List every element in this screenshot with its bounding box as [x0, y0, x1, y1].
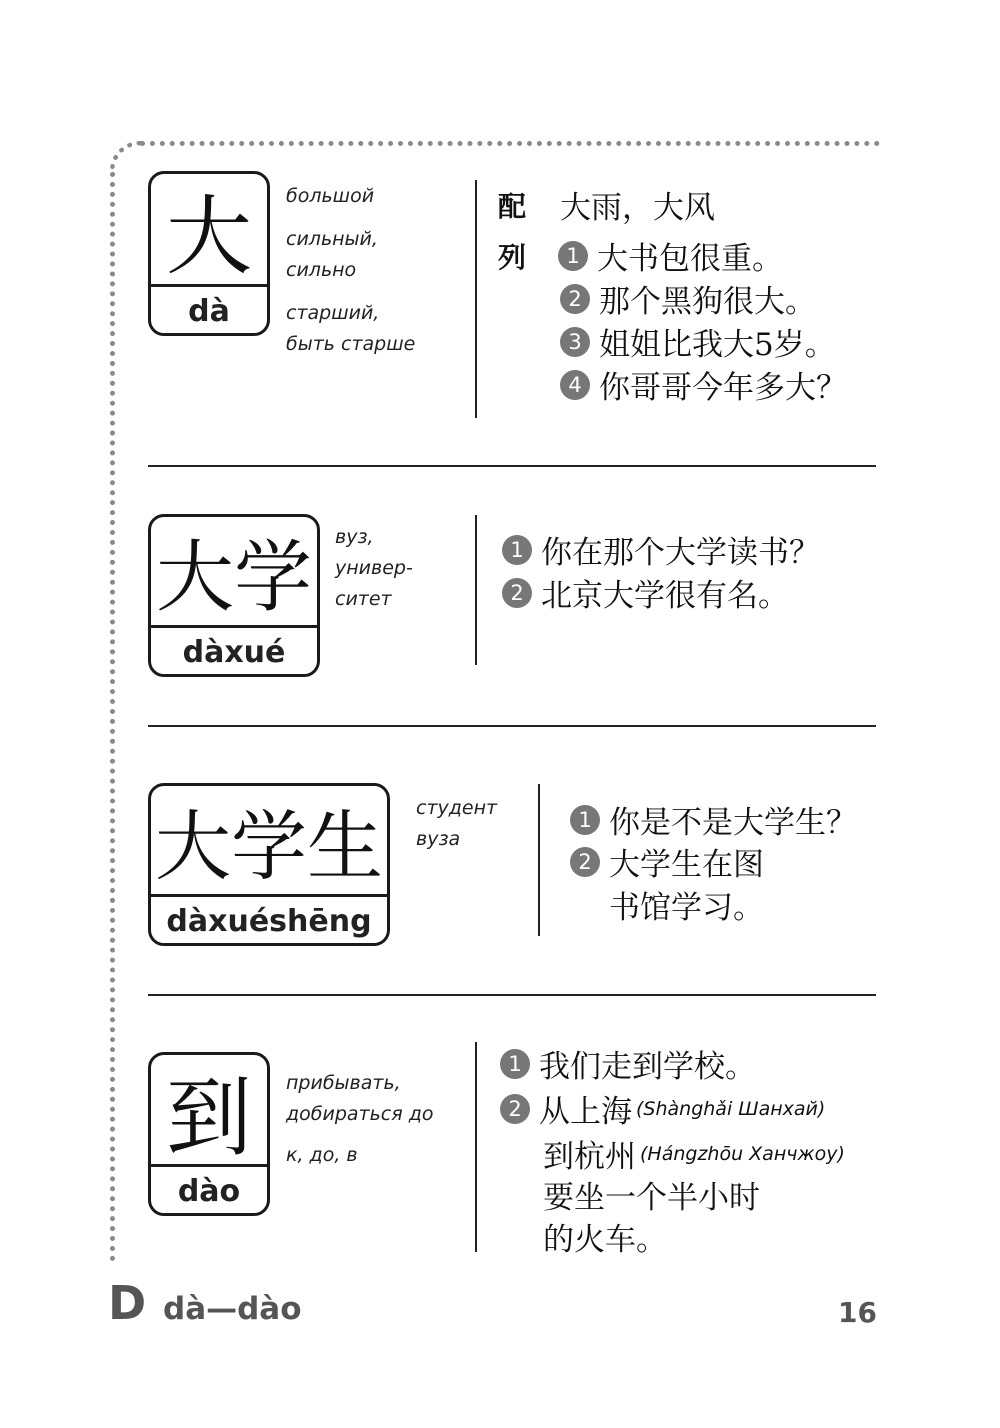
entry-divider	[148, 465, 876, 467]
collocation-label: 配	[498, 189, 527, 223]
example-number: 2	[560, 284, 590, 314]
meanings	[286, 1068, 466, 1183]
example-number: 1	[502, 535, 532, 565]
example-row-continued	[543, 1131, 845, 1176]
example-number: 4	[560, 370, 590, 400]
hanzi-card	[148, 171, 270, 336]
example-row	[570, 839, 764, 884]
example-text: 大学生在图	[609, 847, 764, 883]
example-row	[500, 1041, 756, 1086]
meaning: сильный, сильно	[286, 228, 378, 281]
example-row	[560, 319, 836, 364]
example-number: 2	[570, 847, 600, 877]
example-text: 北京大学很有名。	[541, 578, 789, 614]
pinyin: dàxué	[151, 625, 317, 677]
example-row	[498, 233, 783, 278]
hanzi: 大学生	[155, 801, 383, 891]
example-text-continued: 的火车。	[543, 1222, 667, 1258]
collocations: 大雨，大风	[560, 190, 716, 226]
collocations-row	[498, 182, 715, 227]
example-number: 2	[500, 1094, 530, 1124]
example-row	[560, 276, 816, 321]
page-range: dà—dào	[163, 1291, 302, 1327]
hanzi-card	[148, 783, 390, 946]
hanzi: 大	[166, 187, 252, 287]
transcription-note: (Shànghǎi Шанхай)	[636, 1097, 826, 1120]
meanings	[416, 793, 531, 867]
column-divider	[475, 180, 477, 418]
example-number: 3	[560, 327, 590, 357]
pinyin: dào	[151, 1164, 267, 1216]
entry-divider	[148, 994, 876, 996]
example-row	[560, 362, 847, 407]
example-number: 1	[570, 805, 600, 835]
example-number: 2	[502, 578, 532, 608]
page-number: 16	[838, 1296, 877, 1329]
frame-corner	[110, 141, 144, 175]
entry-divider	[148, 725, 876, 727]
column-divider	[538, 784, 540, 936]
column-divider	[475, 515, 477, 665]
frame-top-dots	[140, 141, 880, 146]
example-text: 从上海	[539, 1094, 632, 1130]
example-text-continued: 书馆学习。	[609, 890, 764, 926]
frame-left-dots	[110, 172, 115, 1262]
hanzi: 到	[166, 1067, 252, 1168]
example-number: 1	[558, 241, 588, 271]
example-text: 你哥哥今年多大？	[599, 370, 847, 406]
meaning: вуз, универ- ситет	[335, 526, 413, 610]
example-row	[570, 797, 857, 842]
pinyin: dàxuéshēng	[151, 894, 387, 946]
meaning: студент вуза	[416, 797, 498, 850]
hanzi-card	[148, 514, 320, 677]
example-row	[502, 527, 820, 572]
section-letter: D	[108, 1276, 147, 1330]
example-text: 到杭州	[543, 1139, 636, 1175]
meanings	[335, 522, 465, 627]
column-divider	[475, 1042, 477, 1252]
transcription-note: (Hángzhōu Ханчжоу)	[640, 1142, 845, 1165]
meaning: старший, быть старше	[286, 302, 416, 355]
examples-label: 列	[498, 240, 527, 274]
example-text: 大书包很重。	[597, 241, 784, 277]
meaning: к, до, в	[286, 1144, 358, 1166]
example-row	[502, 570, 789, 615]
example-text-continued: 要坐一个半小时	[543, 1180, 760, 1216]
example-text: 那个黑狗很大。	[599, 284, 816, 320]
meanings	[286, 181, 466, 372]
example-number: 1	[500, 1049, 530, 1079]
example-text: 你在那个大学读书？	[541, 535, 820, 571]
example-row	[500, 1086, 825, 1131]
pinyin: dà	[151, 284, 267, 336]
hanzi-card	[148, 1052, 270, 1216]
example-text: 姐姐比我大5岁。	[599, 327, 836, 363]
meaning: большой	[286, 185, 375, 207]
example-text: 你是不是大学生？	[609, 805, 857, 841]
example-text: 我们走到学校。	[539, 1049, 756, 1085]
hanzi: 大学	[155, 533, 312, 623]
meaning: прибывать, добираться до	[286, 1072, 434, 1125]
